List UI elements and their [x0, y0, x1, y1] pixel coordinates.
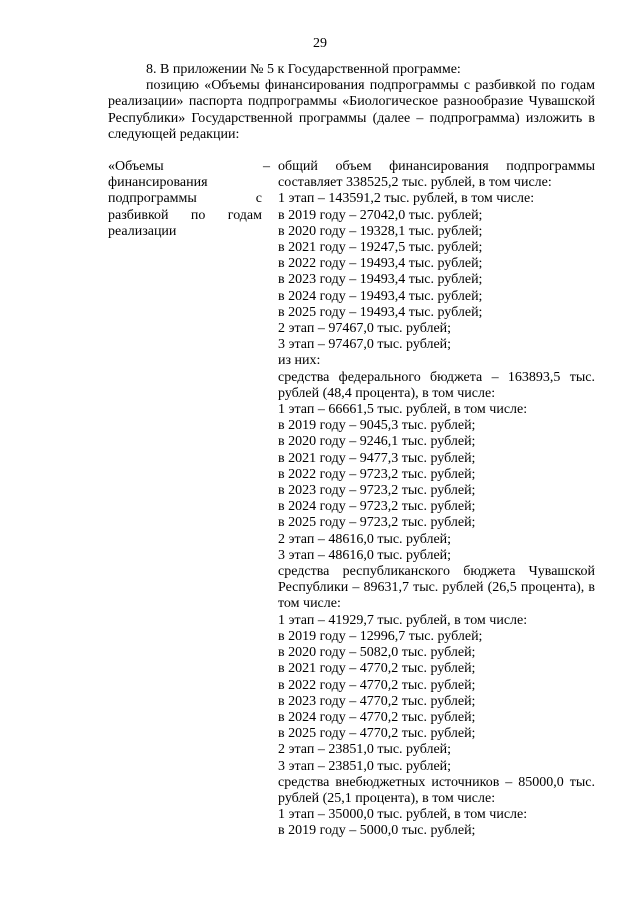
page-number: 29 — [313, 36, 327, 51]
federal-budget-text: средства федерального бюджета – 163893,5 тыс. рублей (48,4 процента), в том числе: — [278, 369, 595, 401]
list-item: в 2023 году – 9723,2 тыс. рублей; — [278, 483, 476, 499]
list-item: 1 этап – 35000,0 тыс. рублей, в том числе: — [278, 807, 528, 823]
list-item: в 2022 году – 9723,2 тыс. рублей; — [278, 466, 476, 482]
list-item: в 2019 году – 9045,3 тыс. рублей; — [278, 418, 476, 434]
list-item: в 2020 году – 19328,1 тыс. рублей; — [278, 223, 483, 239]
offbudget-lines — [278, 807, 595, 839]
position-dash: – — [263, 159, 270, 174]
list-item: в 2021 году – 4770,2 тыс. рублей; — [278, 661, 476, 677]
offbudget-sources-text: средства внебюджетных источников – 85000,0 тыс. рублей (25,1 процента), в том числе: — [278, 774, 595, 806]
total-financing-text: общий объем финансирования подпрограммы составляет 338525,2 тыс. рублей, в том числе: — [278, 159, 595, 191]
position-label: «Объемы финансирования подпрограммы с разбивкой по годам реализации — [108, 159, 262, 239]
list-item: в 2022 году – 4770,2 тыс. рублей; — [278, 677, 476, 693]
amendment-paragraph: позицию «Объемы финансирования подпрограммы с разбивкой по годам реализации» паспорта подпрограммы «Биологическое разнообразие Чувашской Республики» Государственной программы (далее – подпрограмма) изложить в следующей редакции: — [108, 78, 595, 142]
republic-lines — [278, 613, 595, 775]
list-item: в 2019 году – 5000,0 тыс. рублей; — [278, 823, 476, 839]
list-item: 2 этап – 48616,0 тыс. рублей; — [278, 531, 452, 547]
list-item: 1 этап – 66661,5 тыс. рублей, в том числе: — [278, 402, 528, 418]
list-item: 1 этап – 143591,2 тыс. рублей, в том числе: — [278, 191, 535, 207]
amendment-heading: 8. В приложении № 5 к Государственной программе: — [146, 62, 461, 77]
list-item: 3 этап – 97467,0 тыс. рублей; — [278, 337, 452, 353]
list-item: 3 этап – 23851,0 тыс. рублей; — [278, 758, 452, 774]
list-item: 1 этап – 41929,7 тыс. рублей, в том числе: — [278, 612, 528, 628]
total-lines — [278, 191, 595, 369]
list-item: в 2020 году – 5082,0 тыс. рублей; — [278, 645, 476, 661]
list-item: в 2019 году – 27042,0 тыс. рублей; — [278, 207, 483, 223]
list-item: 2 этап – 97467,0 тыс. рублей; — [278, 321, 452, 337]
list-item: в 2020 году – 9246,1 тыс. рублей; — [278, 434, 476, 450]
list-item: в 2022 году – 19493,4 тыс. рублей; — [278, 256, 483, 272]
list-item: в 2023 году – 19493,4 тыс. рублей; — [278, 272, 483, 288]
list-item: в 2024 году – 9723,2 тыс. рублей; — [278, 499, 476, 515]
list-item: в 2021 году – 19247,5 тыс. рублей; — [278, 240, 483, 256]
list-item: в 2023 году – 4770,2 тыс. рублей; — [278, 693, 476, 709]
list-item: 3 этап – 48616,0 тыс. рублей; — [278, 547, 452, 563]
list-item: в 2021 году – 9477,3 тыс. рублей; — [278, 450, 476, 466]
list-item: в 2025 году – 4770,2 тыс. рублей; — [278, 726, 476, 742]
amendment-intro — [108, 62, 595, 143]
list-item: в 2024 году – 19493,4 тыс. рублей; — [278, 288, 483, 304]
list-item: в 2024 году – 4770,2 тыс. рублей; — [278, 709, 476, 725]
list-item: в 2019 году – 12996,7 тыс. рублей; — [278, 628, 483, 644]
federal-lines — [278, 402, 595, 564]
list-item: 2 этап – 23851,0 тыс. рублей; — [278, 742, 452, 758]
financing-details — [278, 159, 595, 840]
list-item: в 2025 году – 9723,2 тыс. рублей; — [278, 515, 476, 531]
list-item: из них: — [278, 353, 321, 369]
republic-budget-text: средства республиканского бюджета Чувашской Республики – 89631,7 тыс. рублей (26,5 процента), в том числе: — [278, 564, 595, 612]
list-item: в 2025 году – 19493,4 тыс. рублей; — [278, 304, 483, 320]
